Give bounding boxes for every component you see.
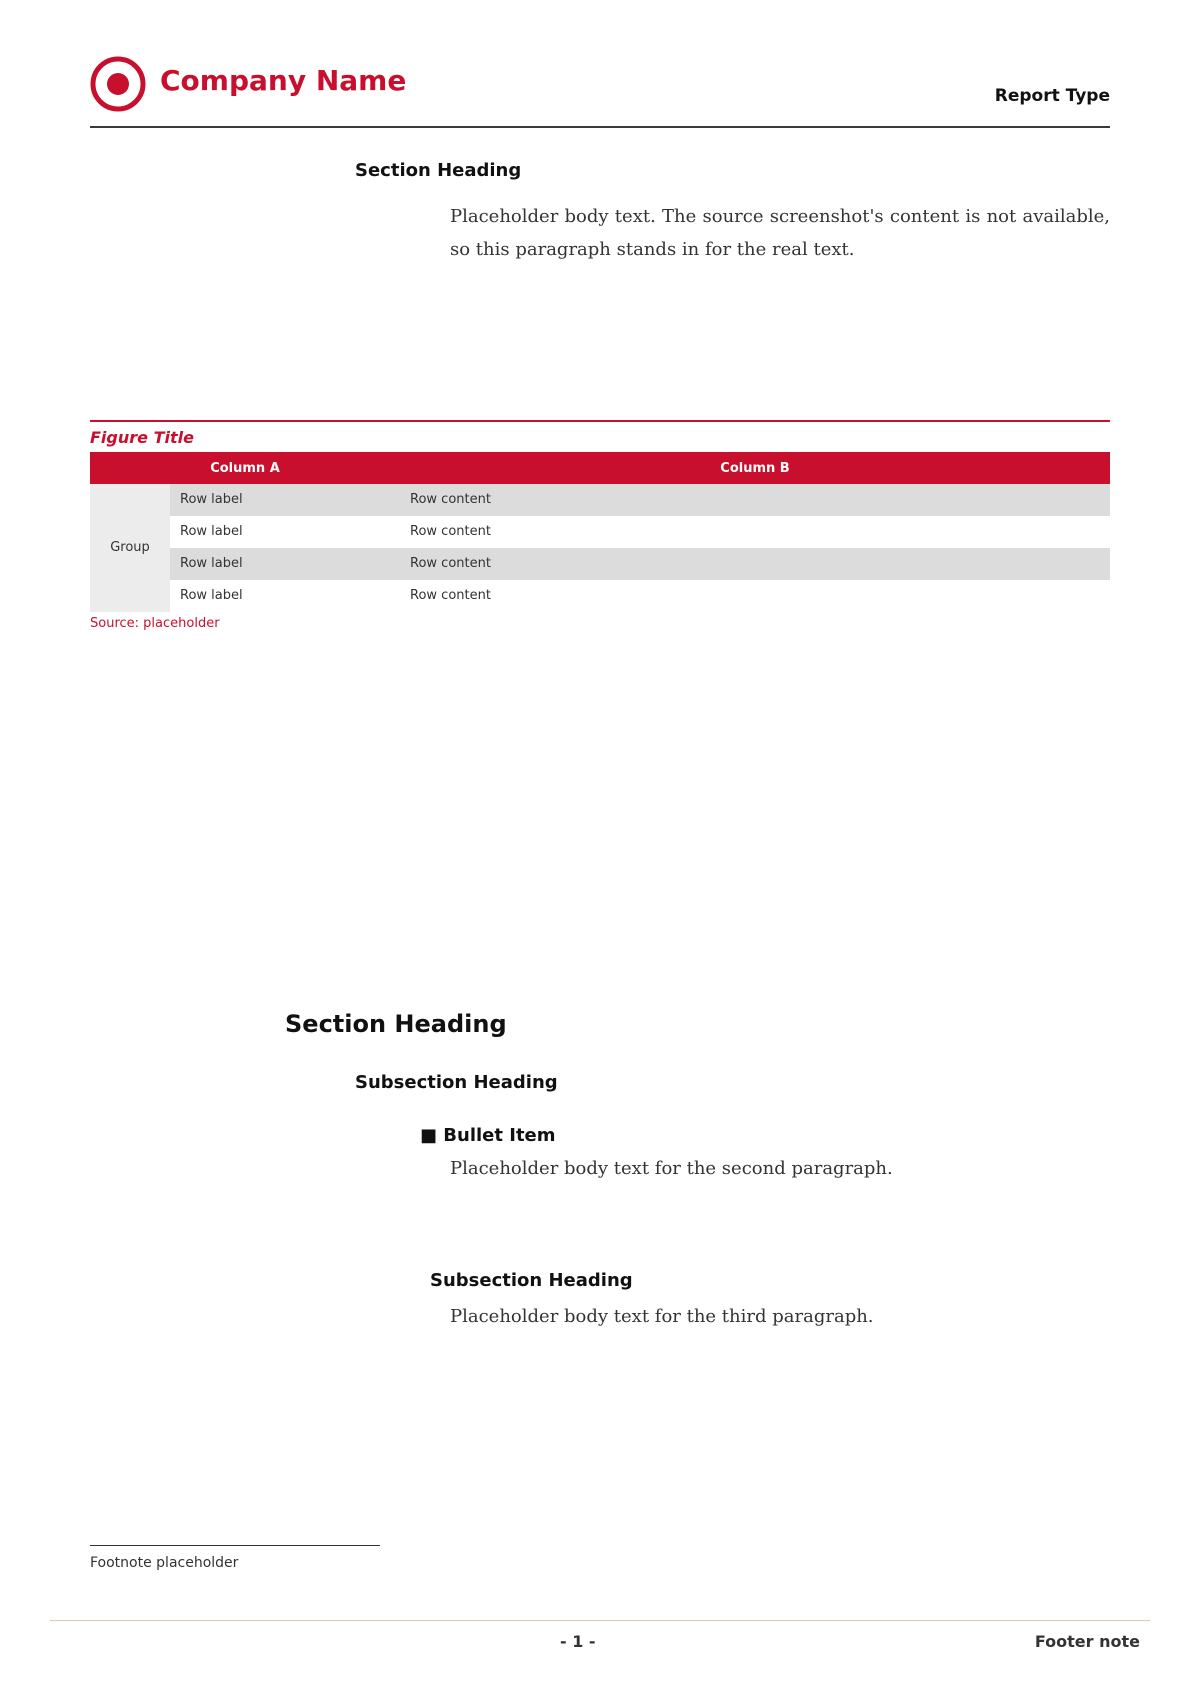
bullet-label: Bullet Item <box>443 1125 556 1146</box>
table-row <box>90 516 1110 548</box>
section-title: Section Heading <box>355 160 522 181</box>
table-row <box>90 484 1110 516</box>
bullet-item <box>420 1125 556 1146</box>
data-table <box>90 452 1110 612</box>
footnote: Footnote placeholder <box>90 1555 239 1571</box>
table-row <box>90 548 1110 580</box>
stage-cell: Row label <box>180 524 243 539</box>
feature-cell: Row content <box>410 524 491 539</box>
subsection-title: Subsection Heading <box>430 1270 633 1291</box>
figure-source: Source: placeholder <box>90 616 220 631</box>
page-header <box>90 56 1110 128</box>
stage-cell: Row label <box>180 588 243 603</box>
table-header-feature: Column B <box>400 452 1110 484</box>
bullet-marker-icon: ■ <box>420 1125 438 1146</box>
stage-cell: Row label <box>170 548 400 580</box>
table-row <box>90 580 1110 612</box>
subsection-title: Subsection Heading <box>355 1072 558 1093</box>
report-type: Report Type <box>994 86 1110 106</box>
section-title: Section Heading <box>285 1010 507 1038</box>
row-group-label: Group <box>90 484 170 612</box>
company-logo-icon <box>90 56 146 112</box>
stage-cell: Row label <box>170 484 400 516</box>
feature-cell: Row content <box>400 548 1110 580</box>
body-paragraph: Placeholder body text. The source screenshot's content is not available, so this paragraph stands in for the real text. <box>450 206 1110 260</box>
feature-cell: Row content <box>410 588 491 603</box>
feature-cell: Row content <box>400 484 1110 516</box>
figure-title: Figure Title <box>90 420 1110 452</box>
page-number: - 1 - <box>560 1632 596 1651</box>
figure-table <box>90 420 1110 631</box>
company-name: Company Name <box>160 64 407 97</box>
table-header-stage: Column A <box>90 452 400 484</box>
footer-divider <box>50 1620 1150 1621</box>
footnote-divider <box>90 1545 380 1546</box>
body-paragraph: Placeholder body text for the second paragraph. <box>450 1158 893 1179</box>
footer-note: Footer note <box>1034 1632 1140 1651</box>
body-paragraph: Placeholder body text for the third paragraph. <box>450 1306 874 1327</box>
